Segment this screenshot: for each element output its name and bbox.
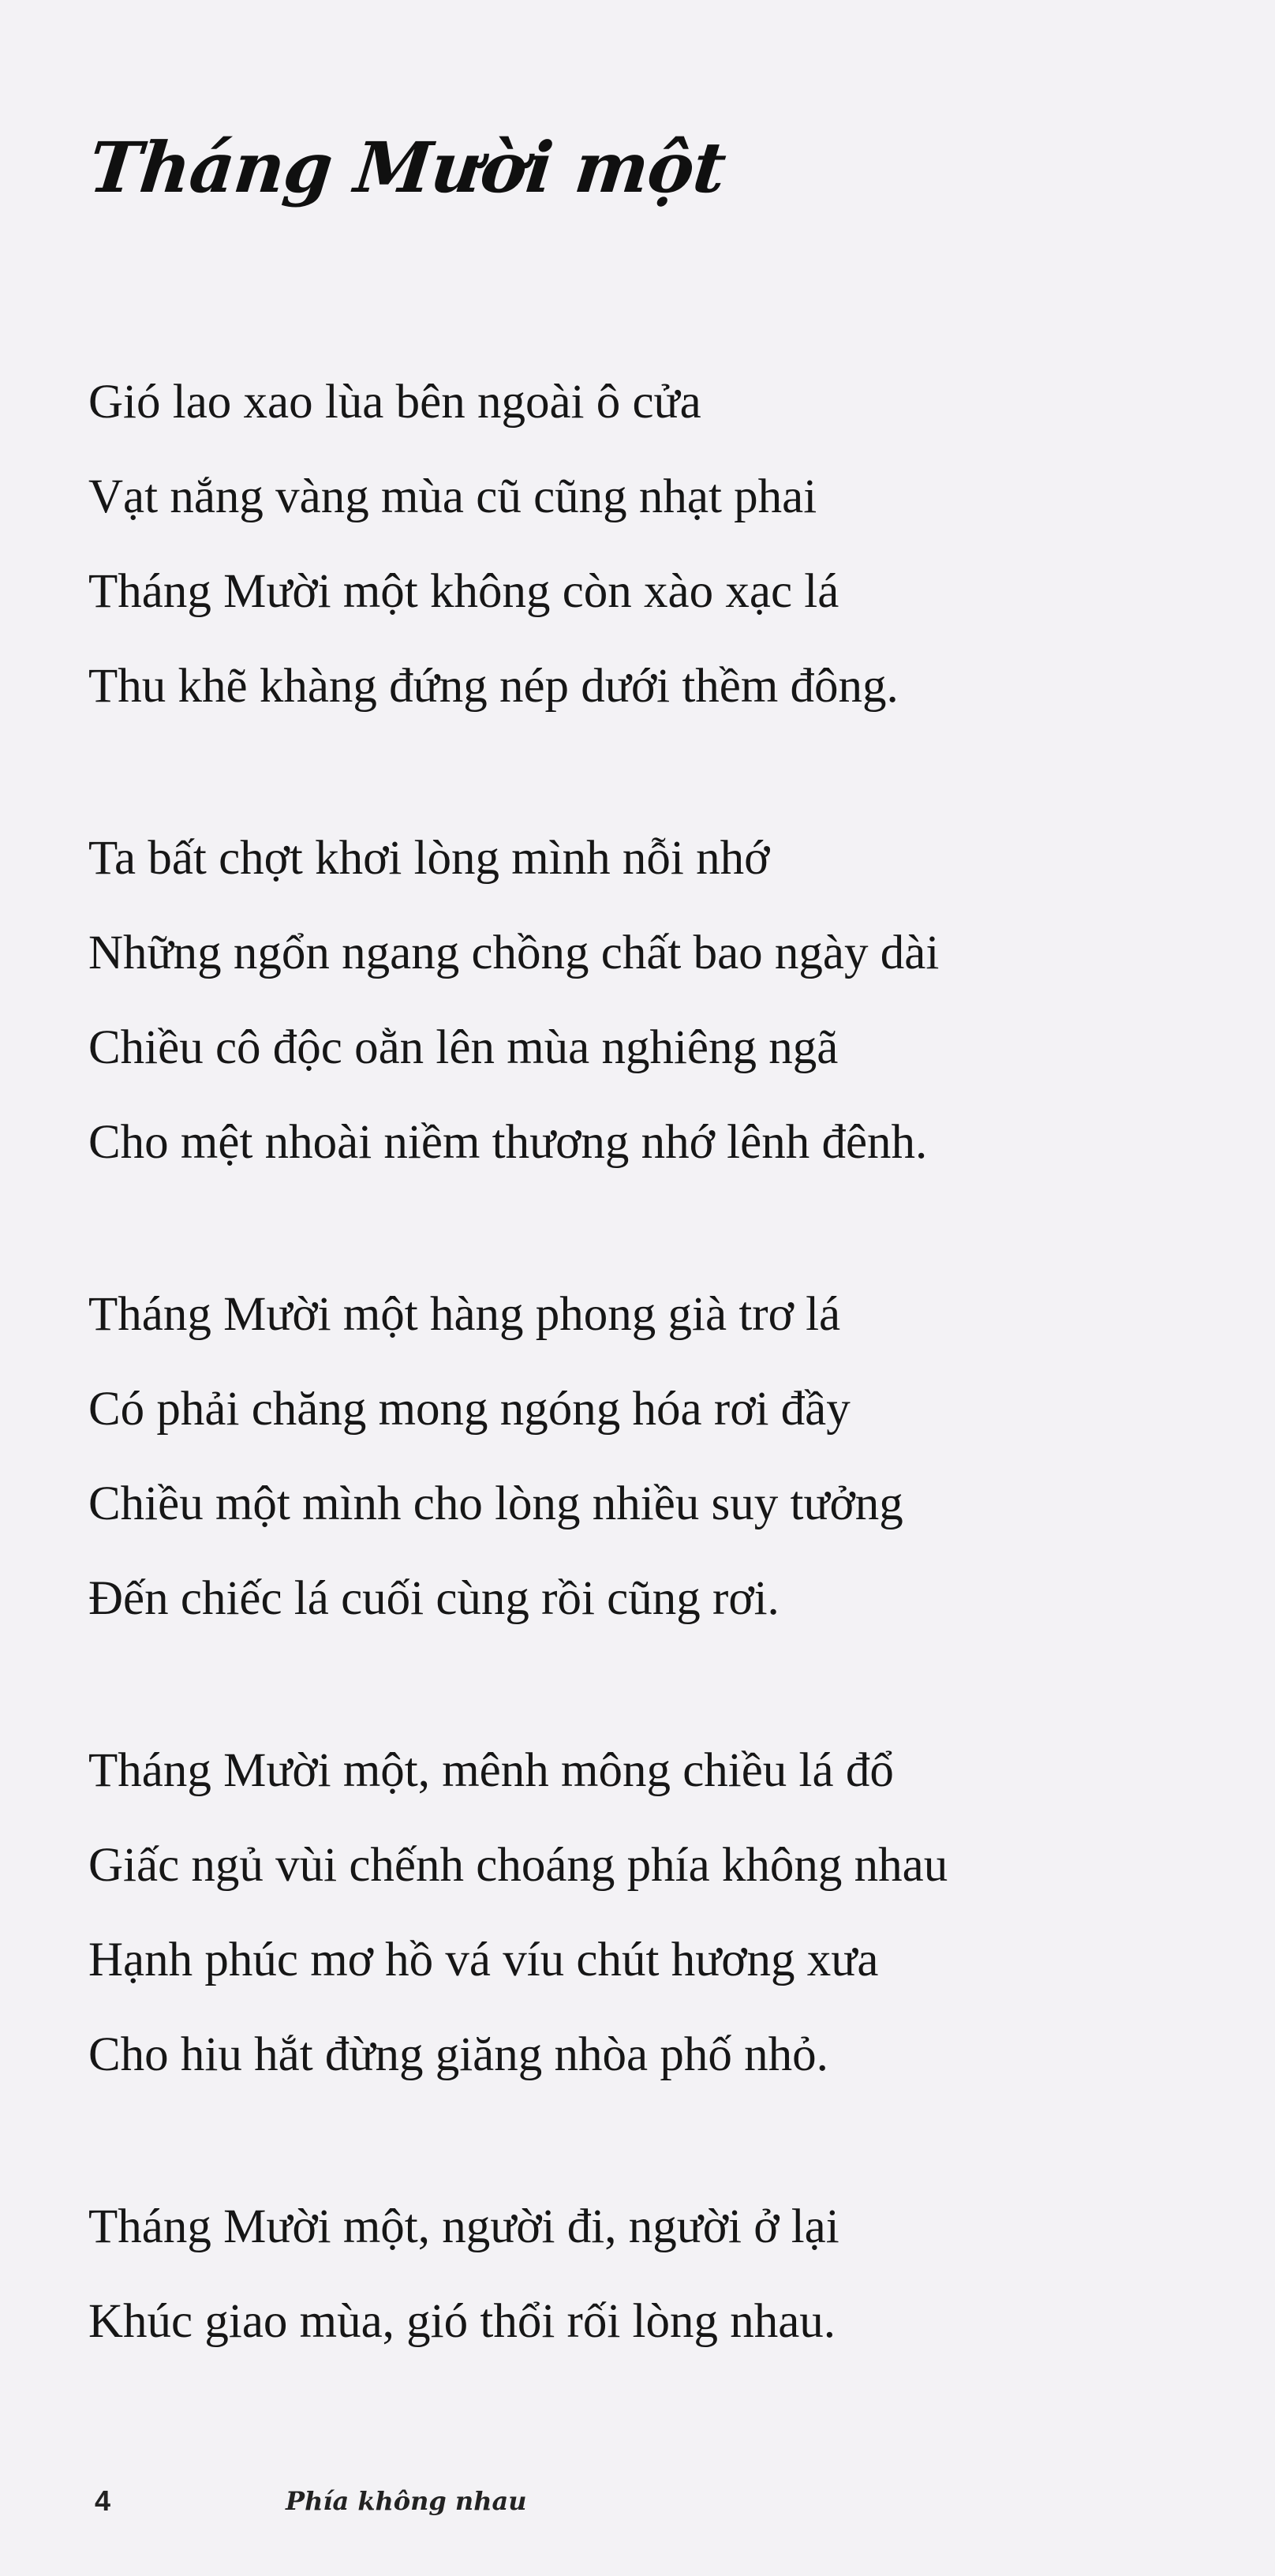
- poem-line: Gió lao xao lùa bên ngoài ô cửa: [88, 376, 701, 429]
- poem-line: Tháng Mười một, người đi, người ở lại: [88, 2200, 839, 2253]
- stanza-5: [88, 2180, 1225, 2369]
- poem-line: Những ngổn ngang chồng chất bao ngày dài: [88, 927, 940, 979]
- stanza-4: [88, 1724, 1225, 2102]
- poem-line: Chiều cô độc oằn lên mùa nghiêng ngã: [88, 1021, 839, 1074]
- stanza-1: [88, 355, 1225, 734]
- poem-line: Tháng Mười một, mênh mông chiều lá đổ: [88, 1744, 894, 1797]
- poem-line: Giấc ngủ vùi chếnh choáng phía không nhau: [88, 1839, 948, 1892]
- poem-line: Hạnh phúc mơ hồ vá víu chút hương xưa: [88, 1934, 879, 1986]
- poem-line: Ta bất chợt khơi lòng mình nỗi nhớ: [88, 832, 770, 885]
- poem-line: Chiều một mình cho lòng nhiều suy tưởng: [88, 1477, 903, 1530]
- poem-title: Tháng Mười một: [85, 126, 730, 208]
- page-number: 4: [95, 2484, 111, 2517]
- poem-line: Tháng Mười một hàng phong già trơ lá: [88, 1288, 841, 1341]
- poem-line: Đến chiếc lá cuối cùng rồi cũng rơi.: [88, 1572, 780, 1625]
- poem-line: Thu khẽ khàng đứng nép dưới thềm đông.: [88, 660, 899, 713]
- stanza-3: [88, 1267, 1225, 1646]
- poem-line: Tháng Mười một không còn xào xạc lá: [88, 565, 839, 618]
- poem-line: Vạt nắng vàng mùa cũ cũng nhạt phai: [88, 470, 817, 523]
- poem-line: Khúc giao mùa, gió thổi rối lòng nhau.: [88, 2295, 836, 2348]
- stanza-2: [88, 811, 1225, 1190]
- book-title: Phía không nhau: [286, 2486, 527, 2516]
- poem-line: Cho hiu hắt đừng giăng nhòa phố nhỏ.: [88, 2028, 828, 2081]
- poem-body: [88, 355, 1225, 2447]
- poem-line: Có phải chăng mong ngóng hóa rơi đầy: [88, 1383, 851, 1436]
- poem-line: Cho mệt nhoài niềm thương nhớ lênh đênh.: [88, 1116, 928, 1169]
- page-footer: [95, 2484, 1199, 2532]
